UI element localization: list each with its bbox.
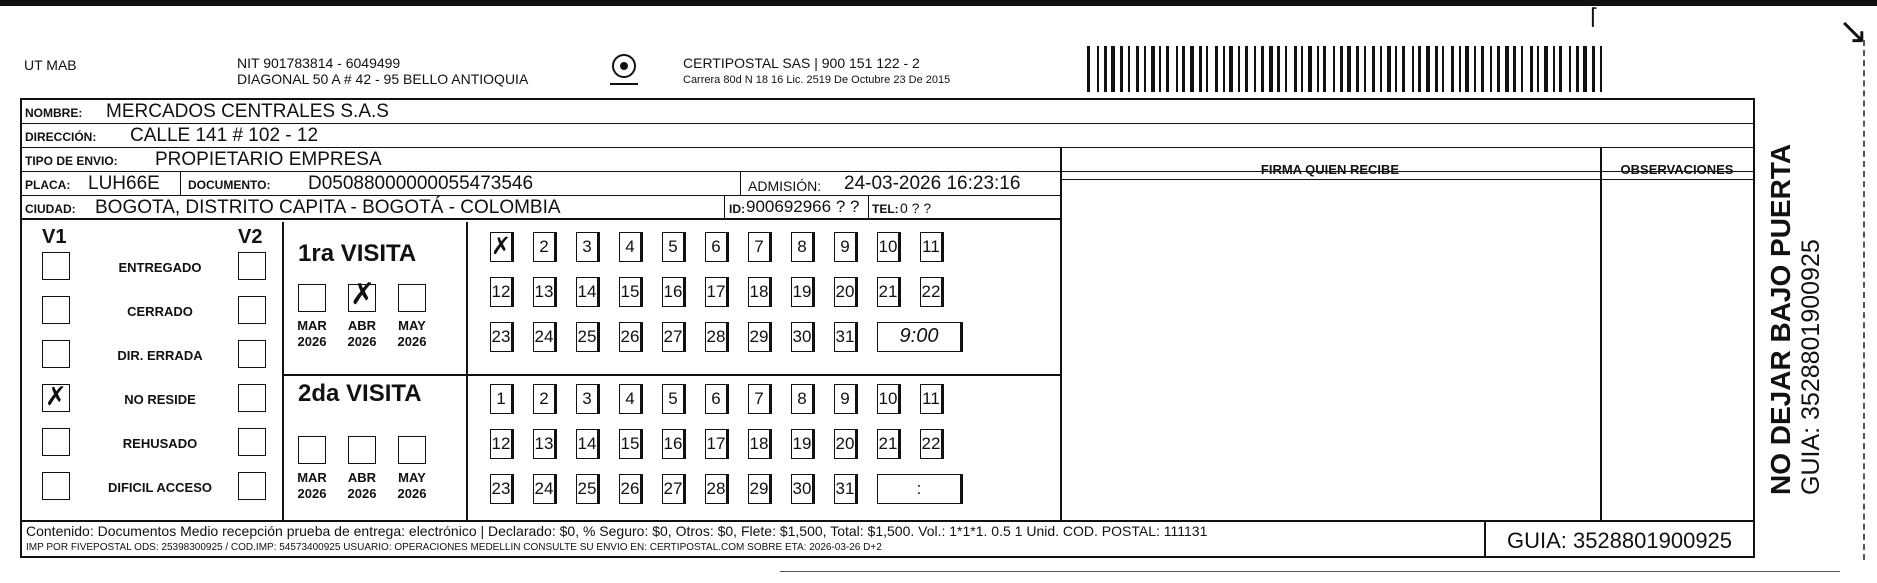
v1-label: V1 xyxy=(42,226,67,248)
barcode-bar xyxy=(1459,46,1461,92)
v2-checkbox xyxy=(238,296,266,324)
firma-left-border xyxy=(1060,148,1062,520)
footer-contenido: Contenido: Documentos Medio recepción prueba de entrega: electrónico | Declarado: $0, % Seguro: $0, Otros: $0, Flete: $1,500, Total: $1,500. Vol.: 1*1*1. 0.5 1 Unid. COD. POSTAL: 111131 xyxy=(26,523,1208,539)
barcode-bar xyxy=(1261,46,1264,92)
day-box: 17 xyxy=(705,277,729,307)
firma-header-line xyxy=(1060,179,1753,180)
barcode-bar xyxy=(1144,46,1146,92)
barcode-bar xyxy=(1600,46,1602,92)
firma-label: FIRMA QUIEN RECIBE xyxy=(1260,162,1400,177)
day-box: 18 xyxy=(748,277,772,307)
year-label: 2026 xyxy=(297,486,327,501)
day-box: 29 xyxy=(748,322,772,352)
barcode-bar xyxy=(1544,46,1548,92)
time-box: 9:00 xyxy=(877,322,963,352)
time-box: : xyxy=(877,474,963,504)
check-mark: ✗ xyxy=(350,277,376,312)
day-box: 31 xyxy=(834,474,858,504)
day-box: 21 xyxy=(877,277,901,307)
barcode-bar xyxy=(1372,46,1375,92)
v1-checkbox xyxy=(42,252,70,280)
status-label: REHUSADO xyxy=(122,436,198,451)
day-box: 5 xyxy=(662,384,686,414)
day-box: 30 xyxy=(791,322,815,352)
barcode-bar xyxy=(1190,46,1194,92)
barcode-bar xyxy=(1387,46,1391,92)
day-box: 3 xyxy=(576,384,600,414)
month-checkbox xyxy=(398,284,426,312)
day-box: 16 xyxy=(662,429,686,459)
v1-checkbox xyxy=(42,384,70,412)
barcode-bar xyxy=(1569,46,1571,92)
day-box: 19 xyxy=(791,429,815,459)
barcode-bar xyxy=(1159,46,1161,92)
month-checkbox xyxy=(348,277,376,312)
day-box: 22 xyxy=(920,429,944,459)
day-box: 12 xyxy=(490,277,514,307)
day-box: 19 xyxy=(791,277,815,307)
barcode-bar xyxy=(1136,46,1139,92)
barcode-bar xyxy=(1395,46,1397,92)
month-checkbox xyxy=(298,284,326,312)
barcode-bar xyxy=(1451,46,1454,92)
ciudad-value: BOGOTA, DISTRITO CAPITA - BOGOTÁ - COLOMBIA xyxy=(95,197,561,218)
barcode-bar xyxy=(1151,46,1155,92)
day-box: 25 xyxy=(576,474,600,504)
month-label: MAR xyxy=(297,318,327,333)
barcode-bar xyxy=(1364,46,1366,92)
day-box: 13 xyxy=(533,277,557,307)
barcode-bar xyxy=(1104,46,1107,92)
day-box: 25 xyxy=(576,322,600,352)
certipostal-logo xyxy=(602,52,646,92)
day-box: 18 xyxy=(748,429,772,459)
barcode-bar xyxy=(1481,46,1484,92)
day-box: 30 xyxy=(791,474,815,504)
row-direccion xyxy=(22,124,1753,148)
month-divider xyxy=(466,222,468,520)
status-label: ENTREGADO xyxy=(118,260,202,275)
month-label: MAY xyxy=(398,470,426,485)
barcode-bar xyxy=(1347,46,1351,92)
documento-label: DOCUMENTO: xyxy=(188,178,271,192)
status-label: CERRADO xyxy=(127,304,193,319)
barcode-graphic xyxy=(1087,46,1607,92)
barcode-bar xyxy=(1166,46,1169,92)
tel-value: 0 ? ? xyxy=(900,200,932,216)
day-box: 1 xyxy=(490,384,514,414)
second-visit-title: 2da VISITA xyxy=(298,380,422,407)
scan-corner-mark: ↘ xyxy=(1838,10,1869,51)
barcode-bar xyxy=(1323,46,1326,92)
day-box: 24 xyxy=(533,322,557,352)
v1-checkbox xyxy=(42,340,70,368)
day-box: 31 xyxy=(834,322,858,352)
day-box: 23 xyxy=(490,474,514,504)
barcode-bar xyxy=(1576,46,1579,92)
day-box: 24 xyxy=(533,474,557,504)
day-box: 26 xyxy=(619,322,643,352)
id-value: 900692966 ? ? xyxy=(746,197,860,216)
company-address: Carrera 80d N 18 16 Lic. 2519 De Octubre 23 De 2015 xyxy=(683,74,951,86)
logo-icon xyxy=(602,52,646,92)
barcode-bar xyxy=(1215,46,1218,92)
nombre-value: MERCADOS CENTRALES S.A.S xyxy=(106,101,389,122)
barcode-bar xyxy=(1097,46,1099,92)
barcode-bar xyxy=(1333,46,1335,92)
month-checkbox xyxy=(398,436,426,464)
row-placa xyxy=(22,172,1061,196)
day-box: 16 xyxy=(662,277,686,307)
day-box: 21 xyxy=(877,429,901,459)
day-box: 7 xyxy=(748,232,772,262)
visit-divider xyxy=(282,374,1060,376)
day-box: 28 xyxy=(705,474,729,504)
side-warning: NO DEJAR BAJO PUERTA xyxy=(1765,143,1796,495)
id-divider xyxy=(724,196,725,220)
day-box: 23 xyxy=(490,322,514,352)
month-checkbox xyxy=(348,436,376,464)
year-label: 2026 xyxy=(397,334,427,349)
barcode-bar xyxy=(1402,46,1405,92)
barcode-bar xyxy=(1412,46,1414,92)
status-label: NO RESIDE xyxy=(124,392,196,407)
barcode-bar xyxy=(1301,46,1303,92)
month-label: MAR xyxy=(297,470,327,485)
day-box: 27 xyxy=(662,322,686,352)
day-box: ✗ xyxy=(490,232,514,262)
day-box: 6 xyxy=(705,232,729,262)
status-divider xyxy=(282,222,284,520)
barcode-bar xyxy=(1442,46,1444,92)
day-box: 20 xyxy=(834,429,858,459)
scan-mark: ⌈ xyxy=(1590,4,1599,29)
placa-value: LUH66E xyxy=(88,173,160,194)
barcode-bar xyxy=(1111,46,1115,92)
nombre-label: NOMBRE: xyxy=(25,106,83,120)
day-box: 8 xyxy=(791,232,815,262)
day-box: 3 xyxy=(576,232,600,262)
month-label: MAY xyxy=(398,318,426,333)
barcode-bar xyxy=(1465,46,1469,92)
v2-checkbox xyxy=(238,428,266,456)
company-name: CERTIPOSTAL SAS | 900 151 122 - 2 xyxy=(683,55,920,71)
barcode-bar xyxy=(1380,46,1382,92)
barcode-bar xyxy=(1435,46,1438,92)
tipo-label: TIPO DE ENVIO: xyxy=(25,154,118,168)
day-box: 15 xyxy=(619,429,643,459)
barcode-bar xyxy=(1592,46,1595,92)
tel-divider xyxy=(868,196,869,220)
first-visit-title: 1ra VISITA xyxy=(298,240,417,267)
placa-label: PLACA: xyxy=(25,178,71,192)
barcode-bar xyxy=(1229,46,1233,92)
day-box: 9 xyxy=(834,232,858,262)
admision-label: ADMISIÓN: xyxy=(748,178,822,194)
barcode-bar xyxy=(1182,46,1185,92)
sender-nit: NIT 901783814 - 6049499 xyxy=(237,55,401,71)
day-box: 8 xyxy=(791,384,815,414)
day-box: 11 xyxy=(920,232,944,262)
obs-left-border xyxy=(1600,148,1602,520)
year-label: 2026 xyxy=(397,486,427,501)
barcode-bar xyxy=(1490,46,1492,92)
day-box: 10 xyxy=(877,232,901,262)
day-box: 17 xyxy=(705,429,729,459)
row-nombre xyxy=(22,100,1753,124)
barcode-bar xyxy=(1418,46,1421,92)
sender-address: DIAGONAL 50 A # 42 - 95 BELLO ANTIOQUIA xyxy=(237,71,529,87)
barcode-bar xyxy=(1238,46,1240,92)
dashed-edge xyxy=(1863,40,1865,560)
v2-checkbox xyxy=(238,252,266,280)
day-box: 29 xyxy=(748,474,772,504)
barcode-bar xyxy=(1176,46,1178,92)
barcode-bar xyxy=(1356,46,1359,92)
scan-bottom-line xyxy=(780,571,1840,572)
year-label: 2026 xyxy=(347,486,377,501)
ciudad-label: CIUDAD: xyxy=(25,202,76,216)
barcode xyxy=(1087,46,1607,92)
day-box: 12 xyxy=(490,429,514,459)
barcode-bar xyxy=(1537,46,1539,92)
barcode-bar xyxy=(1340,46,1343,92)
month-checkbox xyxy=(298,436,326,464)
day-box: 27 xyxy=(662,474,686,504)
sender-name: UT MAB xyxy=(24,57,77,73)
v2-checkbox xyxy=(238,472,266,500)
barcode-bar xyxy=(1553,46,1555,92)
barcode-bar xyxy=(1285,46,1287,92)
barcode-bar xyxy=(1245,46,1248,92)
footer-guia: GUIA: 3528801900925 xyxy=(1506,528,1733,553)
day-box: 13 xyxy=(533,429,557,459)
day-box: 4 xyxy=(619,384,643,414)
v1-checkbox xyxy=(42,472,70,500)
barcode-bar xyxy=(1474,46,1476,92)
day-box: 11 xyxy=(920,384,944,414)
day-box: 6 xyxy=(705,384,729,414)
v1-checkbox xyxy=(42,296,70,324)
barcode-bar xyxy=(1223,46,1225,92)
barcode-bar xyxy=(1254,46,1256,92)
v1-checkbox xyxy=(42,428,70,456)
day-box: 15 xyxy=(619,277,643,307)
barcode-bar xyxy=(1206,46,1208,92)
day-box: 14 xyxy=(576,277,600,307)
barcode-bar xyxy=(1513,46,1516,92)
admision-value: 24-03-2026 16:23:16 xyxy=(844,173,1021,194)
id-label: ID: xyxy=(729,202,745,216)
footer-divider xyxy=(20,520,1755,522)
barcode-bar xyxy=(1269,46,1273,92)
status-label: DIR. ERRADA xyxy=(117,348,203,363)
day-box: 14 xyxy=(576,429,600,459)
day-box: 10 xyxy=(877,384,901,414)
tel-label: TEL: xyxy=(872,202,899,216)
day-box: 9 xyxy=(834,384,858,414)
barcode-bar xyxy=(1308,46,1312,92)
row-ciudad xyxy=(22,196,1061,220)
barcode-bar xyxy=(1505,46,1509,92)
barcode-bar xyxy=(1583,46,1587,92)
day-box: 22 xyxy=(920,277,944,307)
v2-label: V2 xyxy=(238,226,263,248)
year-label: 2026 xyxy=(347,334,377,349)
barcode-bar xyxy=(1497,46,1500,92)
v2-checkbox xyxy=(238,340,266,368)
month-label: ABR xyxy=(347,470,377,485)
barcode-bar xyxy=(1120,46,1123,92)
check-mark: ✗ xyxy=(45,382,67,412)
day-box: 26 xyxy=(619,474,643,504)
direccion-value: CALLE 141 # 102 - 12 xyxy=(130,125,319,146)
tipo-value: PROPIETARIO EMPRESA xyxy=(155,149,382,170)
barcode-bar xyxy=(1128,46,1130,92)
placa-divider xyxy=(180,172,181,196)
v2-checkbox xyxy=(238,384,266,412)
barcode-bar xyxy=(1087,46,1090,92)
barcode-bar xyxy=(1277,46,1280,92)
day-box: 2 xyxy=(533,232,557,262)
barcode-bar xyxy=(1199,46,1202,92)
barcode-bar xyxy=(1426,46,1430,92)
day-box: 5 xyxy=(662,232,686,262)
footer-imp: IMP POR FIVEPOSTAL ODS: 25398300925 / COD.IMP: 54573400925 USUARIO: OPERACIONES MEDELLIN CONSULTE SU ENVIO EN: CERTIPOSTAL.COM SOBRE ETA: 2026-03-26 D+2 xyxy=(26,542,882,553)
day-box: 20 xyxy=(834,277,858,307)
month-label: ABR xyxy=(347,318,377,333)
documento-value: D05088000000055473546 xyxy=(308,173,534,194)
admision-divider xyxy=(740,172,741,196)
barcode-bar xyxy=(1317,46,1319,92)
barcode-bar xyxy=(1521,46,1523,92)
barcode-bar xyxy=(1530,46,1533,92)
barcode-bar xyxy=(1559,46,1562,92)
day-box: 2 xyxy=(533,384,557,414)
side-guia: GUIA: 3528801900925 xyxy=(1797,239,1825,495)
observaciones-label: OBSERVACIONES xyxy=(1620,162,1734,177)
side-text xyxy=(1765,144,1825,495)
year-label: 2026 xyxy=(297,334,327,349)
barcode-bar xyxy=(1294,46,1297,92)
direccion-label: DIRECCIÓN: xyxy=(25,130,97,144)
day-box: 28 xyxy=(705,322,729,352)
status-label: DIFICIL ACCESO xyxy=(107,480,212,495)
day-box: 7 xyxy=(748,384,772,414)
day-box: 4 xyxy=(619,232,643,262)
